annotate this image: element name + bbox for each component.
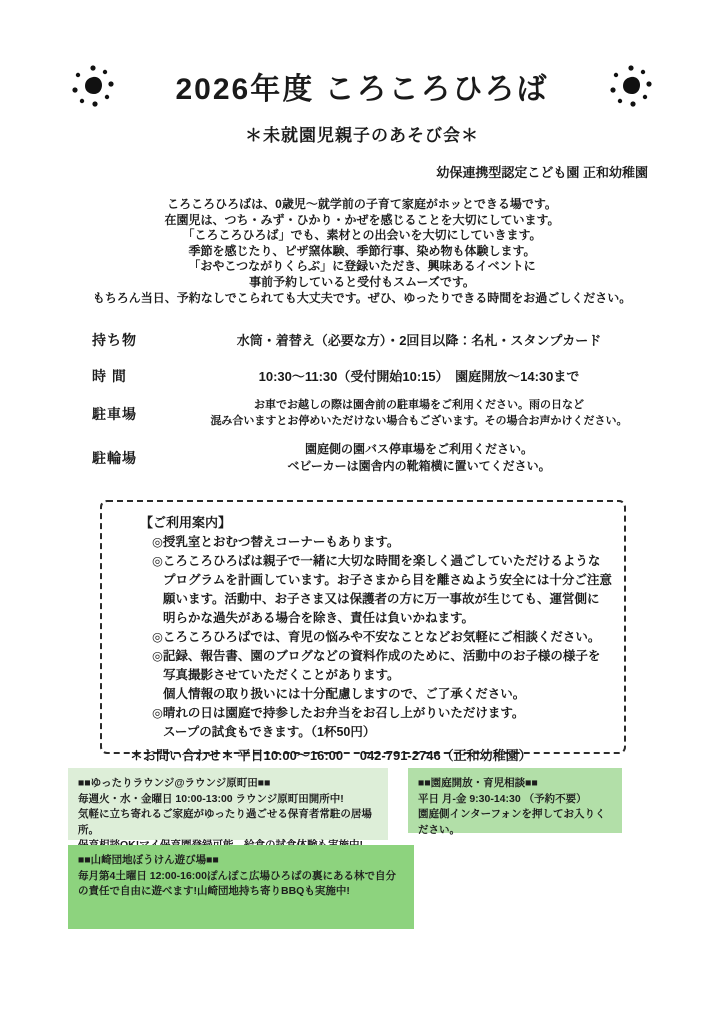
info-value-line: お車でお越しの際は園舎前の駐車場をご利用ください。雨の日など	[254, 399, 584, 411]
intro-line: 在園児は、つち・みず・ひかり・かぜを感じることを大切にしています。	[164, 212, 560, 227]
info-label: 時 間	[92, 368, 127, 384]
info-row-parking	[92, 398, 672, 429]
notice-line: 気軽に立ち寄れるご家庭がゆったり過ごせる保育者常駐の居場所。	[78, 808, 372, 836]
intro-line: 「おやこつながりくらぶ」に登録いただき、興味あるイベントに	[188, 259, 536, 274]
contact-info: ＊お問い合わせ＊ 平日10:00～16:00 042-791-2746（正和幼稚園）	[130, 748, 532, 763]
notice-title: ■■ゆったりラウンジ@ラウンジ原町田■■	[78, 777, 271, 789]
notice-box-garden-open	[408, 768, 622, 836]
usage-guide-heading: 【ご利用案内】	[140, 515, 232, 530]
usage-guide-line: ◎記録、報告書、園のブログなどの資料作成のために、活動中のお子様の様子を	[152, 649, 601, 663]
usage-guide-line: 明らかな過失がある場合を除き、責任は負いかねます。	[163, 611, 475, 625]
intro-line: 「ころころひろば」でも、素材との出会いを大切にしていきます。	[182, 228, 542, 243]
info-value-line: 園庭側の園バス停車場をご利用ください。	[304, 442, 533, 456]
usage-guide-line: プログラムを計画しています。お子さまから目を離さぬよう安全には十分ご注意	[163, 573, 612, 587]
intro-line: 季節を感じたり、ピザ窯体験、季節行事、染め物も体験します。	[188, 243, 536, 258]
intro-line: ころころひろばは、0歳児～就学前の子育て家庭がホッとできる場です。	[167, 197, 557, 211]
intro-line: 事前予約していると受付もスムーズです。	[249, 274, 475, 289]
info-row-belongings	[92, 330, 672, 350]
info-value	[166, 441, 672, 474]
info-value-line: 混み合いますとお停めいただけない場合もございます。その場合お声かけください。	[210, 414, 628, 427]
info-value-line: 10:30～11:30（受付開始10:15） 園庭開放～14:30まで	[258, 368, 580, 384]
organization-name: 幼保連携型認定こども園 正和幼稚園	[436, 165, 648, 180]
usage-guide-line: 願います。活動中、お子さま又は保護者の方に万一事故が生じても、運営側に	[163, 592, 600, 606]
notice-line: 平日 月-金 9:30-14:30 （予約不要）	[418, 792, 587, 805]
usage-guide-line: ◎ころころひろばは親子で一緒に大切な時間を楽しく過ごしていただけるような	[152, 554, 601, 568]
intro-paragraph	[40, 197, 684, 306]
info-label: 駐輪場	[92, 449, 137, 466]
info-value-line: ベビーカーは園舎内の靴箱横に置いてください。	[287, 458, 551, 473]
info-label: 駐車場	[92, 405, 137, 422]
sun-icon	[607, 62, 655, 110]
page-subtitle: ＊未就園児親子のあそび会＊	[245, 126, 479, 145]
usage-guide-box	[100, 500, 626, 763]
info-value	[166, 398, 672, 429]
notice-title: ■■山崎団地ぼうけん遊び場■■	[78, 854, 219, 866]
notice-title: ■■園庭開放・育児相談■■	[418, 777, 538, 789]
page-title: 2026年度 ころころひろば	[175, 73, 549, 106]
intro-line: もちろん当日、予約なしでこられても大丈夫です。ぜひ、ゆったりできる時間をお過ごしください。	[92, 290, 632, 305]
notice-box-adventure-playground	[68, 845, 414, 929]
notice-line: 毎週火・水・金曜日 10:00-13:00 ラウンジ原町田開所中!	[78, 792, 344, 805]
notice-box-lounge	[68, 768, 388, 840]
info-value-line: 水筒・着替え（必要な方）・2回目以降：名札・スタンプカード	[236, 332, 602, 348]
info-value	[166, 368, 672, 385]
notice-line: 毎月第4土曜日 12:00-16:00ぽんぽこ広場ひろばの裏にある林で自分の責任で自由に遊べます!山崎団地持ち寄りBBQも実施中!	[78, 869, 396, 897]
notice-line: 園庭側インターフォンを押してお入りください。	[418, 808, 606, 836]
info-value	[166, 332, 672, 349]
usage-guide-line: ◎晴れの日は園庭で持参したお弁当をお召し上がりいただけます。	[152, 706, 525, 720]
usage-guide-line: 個人情報の取り扱いには十分配慮しますので、ご了承ください。	[163, 687, 526, 701]
usage-guide-line: スープの試食もできます。（1杯50円）	[163, 725, 376, 739]
sun-icon	[69, 62, 117, 110]
info-row-time	[92, 366, 672, 386]
usage-guide-line: 写真撮影させていただくことがあります。	[163, 668, 400, 682]
info-label: 持ち物	[92, 332, 137, 348]
info-row-bicycle-parking	[92, 441, 672, 474]
usage-guide-line: ◎ころころひろばでは、育児の悩みや不安なことなどお気軽にご相談ください。	[152, 630, 601, 644]
usage-guide-line: ◎授乳室とおむつ替えコーナーもあります。	[152, 535, 400, 549]
header	[0, 62, 724, 110]
